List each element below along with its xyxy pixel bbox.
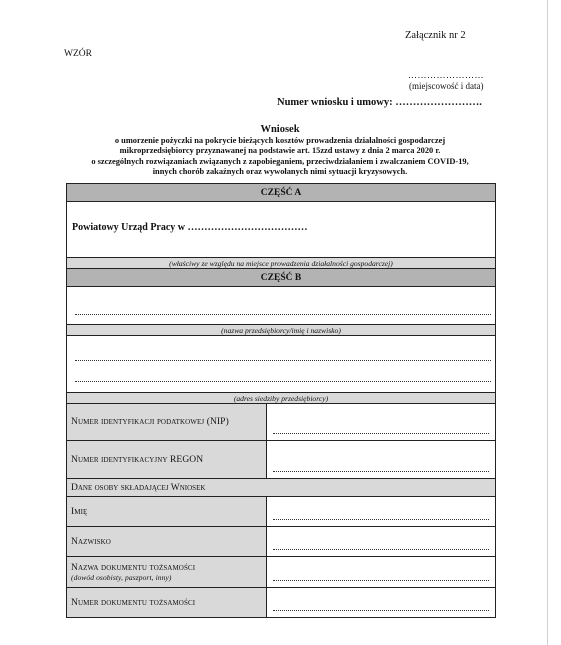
nip-row xyxy=(67,403,495,440)
address-field[interactable] xyxy=(67,335,495,392)
id-doc-field[interactable] xyxy=(267,557,495,587)
address-line-2 xyxy=(75,381,491,382)
last-name-line xyxy=(273,549,489,550)
nip-line xyxy=(273,433,489,434)
business-name-field[interactable] xyxy=(67,286,495,324)
heading-line-3: o szczególnych rozwiązaniach związanych z zapobieganiem, przeciwdziałaniem i zwalczaniem COVID-19, xyxy=(91,156,469,166)
office-label: Powiatowy Urząd Pracy w ……………………………… xyxy=(72,222,308,233)
business-name-caption: (nazwa przedsiębiorcy/imię i nazwisko) xyxy=(67,324,495,335)
place-date-field[interactable]: …………………… xyxy=(408,70,484,80)
place-date-caption: (miejscowość i data) xyxy=(409,81,484,91)
id-doc-row xyxy=(67,556,495,587)
regon-row xyxy=(67,440,495,478)
document-heading xyxy=(62,123,498,178)
page-edge xyxy=(547,0,548,645)
part-b-header: CZĘŚĆ B xyxy=(67,268,495,286)
applicant-section-header: Dane osoby składającej Wniosek xyxy=(67,478,495,496)
office-field[interactable] xyxy=(67,201,495,257)
id-doc-label xyxy=(67,557,267,587)
office-caption: (właściwy ze względu na miejsce prowadzenia działalności gospodarczej) xyxy=(67,257,495,268)
document-title: Wniosek xyxy=(260,124,300,135)
regon-label: Numer identyfikacyjny REGON xyxy=(67,441,267,478)
template-label: WZÓR xyxy=(64,49,92,59)
regon-field[interactable] xyxy=(267,441,495,478)
application-number-field[interactable]: Numer wniosku i umowy: ……………………. xyxy=(277,97,482,108)
application-form xyxy=(66,183,496,618)
first-name-field[interactable] xyxy=(267,497,495,526)
last-name-field[interactable] xyxy=(267,527,495,556)
regon-line xyxy=(273,471,489,472)
id-doc-line xyxy=(273,580,489,581)
address-line-1 xyxy=(75,360,491,361)
last-name-label: Nazwisko xyxy=(67,527,267,556)
last-name-row xyxy=(67,526,495,556)
heading-line-1: o umorzenie pożyczki na pokrycie bieżących kosztów prowadzenia działalności gospodarczej xyxy=(114,136,446,145)
business-name-line xyxy=(75,314,491,315)
heading-line-4: innych chorób zakaźnych oraz wywołanych nimi sytuacji kryzysowych. xyxy=(152,167,408,177)
first-name-row xyxy=(67,496,495,526)
id-number-label: Numer dokumentu tożsamości xyxy=(67,588,267,617)
id-number-field[interactable] xyxy=(267,588,495,617)
nip-field[interactable] xyxy=(267,404,495,440)
first-name-label: Imię xyxy=(67,497,267,526)
id-number-line xyxy=(273,610,489,611)
address-caption: (adres siedziby przedsiębiorcy) xyxy=(67,392,495,403)
attachment-label: Załącznik nr 2 xyxy=(405,30,466,41)
first-name-line xyxy=(273,519,489,520)
id-doc-label-text: Nazwa dokumentu tożsamości xyxy=(71,562,196,573)
id-doc-hint: (dowód osobisty, paszport, inny) xyxy=(71,572,172,582)
id-number-row xyxy=(67,587,495,617)
part-a-header: CZĘŚĆ A xyxy=(67,183,495,201)
nip-label: Numer identyfikacji podatkowej (NIP) xyxy=(67,404,267,440)
heading-line-2: mikroprzedsiębiorcy przyznawanej na podstawie art. 15zzd ustawy z dnia 2 marca 2020 r. xyxy=(119,146,441,156)
